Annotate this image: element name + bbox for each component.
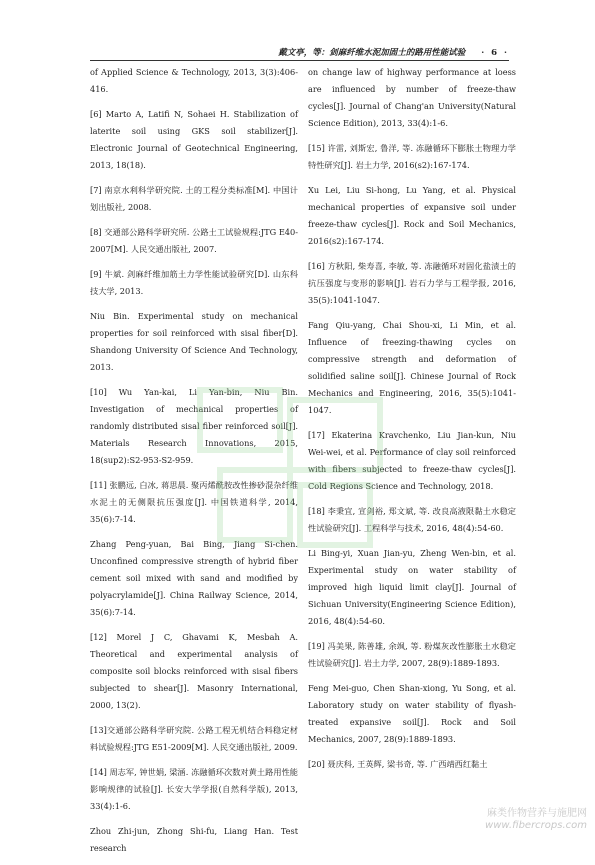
- reference-entry: [13]交通部公路科学研究院. 公路工程无机结合料稳定材料试验规程:JTG E51-2009[M]. 人民交通出版社, 2009.: [90, 725, 298, 752]
- reference-entry: [7] 南京水利科学研究院. 土的工程分类标准[M]. 中国计划出版社, 2008.: [90, 185, 298, 212]
- reference-entry: [19] 冯美果, 陈善雄, 余飒, 等. 粉煤灰改性膨胀土水稳定性试验研究[J]. 岩土力学, 2007, 28(9):1889-1893.: [308, 641, 516, 668]
- reference-entry: Xu Lei, Liu Si-hong, Lu Yang, et al. Physical mechanical properties of expansive soil under freeze-thaw cycles[J]. Rock and Soil Mechanics, 2016(s2):167-174.: [308, 185, 516, 246]
- running-title: 戴文亭，等：剑麻纤维水泥加固土的路用性能试验: [278, 48, 466, 58]
- reference-entry: Fang Qiu-yang, Chai Shou-xi, Li Min, et al. Influence of freezing-thawing cycles on compressive strength and deformation of solidified saline soil[J]. Chinese Journal of Rock Mechanics and Engineering, 2016, 35(5):1041-1047.: [308, 320, 516, 415]
- left-column: [90, 67, 298, 865]
- reference-entry: [6] Marto A, Latifi N, Sohaei H. Stabilization of laterite soil using GKS soil stabilizer[J]. Electronic Journal of Geotechnical Engineering, 2013, 18(18).: [90, 109, 298, 170]
- reference-entry: Zhang Peng-yuan, Bai Bing, Jiang Si-chen. Unconfined compressive strength of hybrid fiber cement soil mixed with sand and modified by polyacrylamide[J]. China Railway Science, 2014, 35(6):7-14.: [90, 539, 298, 617]
- reference-entry: [20] 聂庆科, 王英辉, 梁书奇, 等. 广西靖西红黏土: [308, 759, 488, 769]
- reference-entry: [16] 方秋阳, 柴寿喜, 李敏, 等. 冻融循环对固化盐渍土的抗压强度与变形的影响[J]. 岩石力学与工程学报, 2016, 35(5):1041-1047.: [308, 261, 516, 305]
- page-number: · 6 ·: [481, 48, 509, 58]
- reference-entry: [14] 周志军, 钟世娟, 梁涵. 冻融循环次数对黄土路用性能影响规律的试验[J]. 长安大学学报(自然科学版), 2013, 33(4):1-6.: [90, 767, 298, 811]
- reference-entry: on change law of highway performance at loess are influenced by number of freeze-thaw cycles[J]. Journal of Chang'an University(Natural Science Edition), 2013, 33(4):1-6.: [308, 67, 516, 128]
- reference-entry: Li Bing-yi, Xuan Jian-yu, Zheng Wen-bin, et al. Experimental study on water stability of improved high liquid limit clay[J]. Journal of Sichuan University(Engineering Science Edition), 2016, 48(4):54-60.: [308, 548, 516, 626]
- watermark-title: 麻类作物营养与施肥网: [487, 808, 587, 819]
- reference-entry: [8] 交通部公路科学研究所. 公路土工试验规程:JTG E40-2007[M]. 人民交通出版社, 2007.: [90, 227, 298, 254]
- reference-entry: Feng Mei-guo, Chen Shan-xiong, Yu Song, et al. Laboratory study on water stability of flyash-treated expansive soil[J]. Rock and Soil Mechanics, 2007, 28(9):1889-1893.: [308, 683, 516, 744]
- reference-entry: [11] 张鹏远, 白冰, 蒋思晨. 聚丙烯酰胺改性掺砂混杂纤维水泥土的无侧限抗压强度[J]. 中国铁道科学, 2014, 35(6):7-14.: [90, 480, 298, 524]
- reference-entry: [10] Wu Yan-kai, Li Yan-bin, Niu Bin. Investigation of mechanical properties of randomly distributed sisal fiber reinforced soil[J]. Materials Research Innovations, 2015, 18(sup2):S2-953-S2-959.: [90, 387, 298, 465]
- reference-entry: [17] Ekaterina Kravchenko, Liu Jian-kun, Niu Wei-wei, et al. Performance of clay soil reinforced with fibers subjected to freeze-thaw cycles[J]. Cold Regions Science and Technology, 2018.: [308, 430, 516, 491]
- reference-entry: [18] 李秉宜, 宣剑裕, 郑文斌, 等. 改良高液限黏土水稳定性试验研究[J]. 工程科学与技术, 2016, 48(4):54-60.: [308, 506, 516, 533]
- reference-entry: [12] Morel J C, Ghavami K, Mesbah A. Theoretical and experimental analysis of composite soil blocks reinforced with sisal fibers subjected to shear[J]. Masonry International, 2000, 13(2).: [90, 632, 298, 710]
- right-column: [308, 67, 516, 781]
- reference-entry: of Applied Science & Technology, 2013, 3(3):406-416.: [90, 67, 298, 94]
- running-head: [90, 40, 509, 61]
- site-watermark: [485, 808, 587, 832]
- watermark-url: www.fibercrops.com: [485, 820, 587, 831]
- reference-entry: [15] 许雷, 刘斯宏, 鲁洋, 等. 冻融循环下膨胀土物理力学特性研究[J]. 岩土力学, 2016(s2):167-174.: [308, 143, 516, 170]
- reference-entry: [9] 牛斌. 剑麻纤维加筋土力学性能试验研究[D]. 山东科技大学, 2013.: [90, 269, 298, 296]
- reference-entry: Zhou Zhi-jun, Zhong Shi-fu, Liang Han. Test research: [90, 826, 298, 853]
- reference-entry: Niu Bin. Experimental study on mechanical properties for soil reinforced with sisal fiber[D]. Shandong University Of Science And Technology, 2013.: [90, 311, 298, 372]
